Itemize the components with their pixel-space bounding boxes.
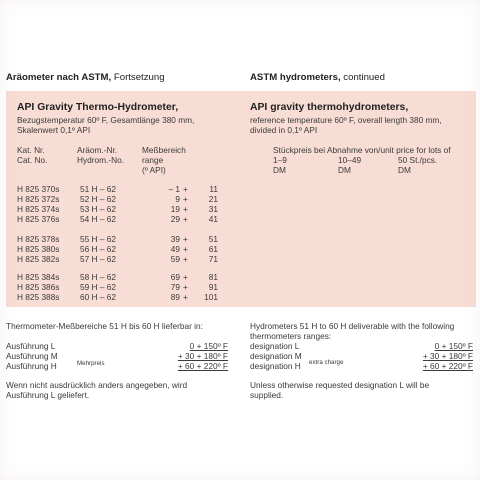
table-row-range-low: 29 [170,214,180,224]
footer-english-label-h: designation H [250,361,301,371]
col-header-cat-en: Cat. No. [17,155,48,165]
footer-english-value-h: + 60 + 220º F [422,361,473,371]
table-row-cat: H 825 374s [17,204,60,214]
table-row-range-low: 89 [170,292,180,302]
footer-german-label-m: Ausführung M [6,351,58,361]
range-plus-sign: + [183,204,188,214]
range-plus-sign: + [183,214,188,224]
table-row-range-low: 79 [170,282,180,292]
footer-english-note-h: extra charge [309,359,344,366]
footer-english-label-m: designation M [250,351,302,361]
table-row-cat: H 825 378s [17,234,60,244]
table-row-range-high: 11 [209,184,218,194]
footer-german-intro: Thermometer-Meßbereiche 51 H bis 60 H lieferbar in: [6,321,203,331]
range-plus-sign: + [183,184,188,194]
table-row-hydrometer: 57 H – 62 [80,254,116,264]
footer-german-value-m: + 30 + 180º F [177,351,228,361]
footer-german-note-h: Mehrpreis [77,360,105,367]
footer-english-intro-line1: Hydrometers 51 H to 60 H deliverable with the following [250,321,455,331]
panel-desc-german-line2: Skalenwert 0,1º API [17,125,91,135]
footer-german-label-l: Ausführung L [6,341,56,351]
table-row-cat: H 825 388s [17,292,60,302]
range-plus-sign: + [183,282,188,292]
table-row-hydrometer: 52 H – 62 [80,194,116,204]
panel-title-english: API gravity thermohydrometers, [250,102,409,113]
range-plus-sign: + [183,292,188,302]
footer-german-label-h: Ausführung H [6,361,57,371]
table-row-hydrometer: 55 H – 62 [80,234,116,244]
header-german [6,73,165,83]
table-row-range-high: 71 [208,254,218,264]
table-row-range-high: 21 [208,194,218,204]
table-row-hydrometer: 58 H – 62 [80,272,116,282]
table-row-range-low: 59 [170,254,180,264]
lot-currency-1: DM [273,165,286,175]
footer-german-note-line2: Ausführung L geliefert. [6,390,90,400]
panel-desc-german-line1: Bezugstemperatur 60º F, Gesamtlänge 380 mm, [17,115,195,125]
col-header-hydrometer-en: Hydrom.-No. [77,155,125,165]
range-plus-sign: + [183,244,188,254]
table-row-range-low: 69 [170,272,180,282]
footer-english-intro-line2: thermometers ranges: [250,331,332,341]
header-german-bold: Aräometer nach ASTM, [6,72,112,83]
table-row-cat: H 825 382s [17,254,60,264]
header-english-rest: continued [340,72,385,83]
col-header-cat-de: Kat. Nr. [17,145,45,155]
table-row-range-low: 19 [170,204,180,214]
table-row-range-low: – 1 [168,184,180,194]
lot-currency-2: DM [338,165,351,175]
table-row-hydrometer: 56 H – 62 [80,244,116,254]
table-row-hydrometer: 60 H – 62 [80,292,116,302]
col-header-range-de: Meßbereich [142,145,186,155]
col-header-hydrometer-de: Aräom.-Nr. [77,145,118,155]
range-plus-sign: + [183,272,188,282]
lot-qty-2: 10–49 [338,155,362,165]
table-row-range-low: 49 [170,244,180,254]
header-english-bold: ASTM hydrometers, [250,72,341,83]
footer-german-value-l: 0 + 150º F [189,341,228,351]
col-header-range-en: range [142,155,164,165]
range-plus-sign: + [183,254,188,264]
table-row-cat: H 825 380s [17,244,60,254]
table-row-range-low: 39 [170,234,180,244]
table-row-hydrometer: 59 H – 62 [80,282,116,292]
table-row-range-high: 91 [208,282,218,292]
range-plus-sign: + [183,234,188,244]
table-row-range-high: 81 [208,272,218,282]
table-row-range-high: 61 [208,244,218,254]
footer-english-label-l: designation L [250,341,300,351]
footer-english-value-l: 0 + 150º F [434,341,473,351]
panel-desc-english-line2: divided in 0,1º API [250,125,318,135]
panel-title-german: API Gravity Thermo-Hydrometer, [17,102,179,113]
table-row-cat: H 825 370s [17,184,60,194]
lot-currency-3: DM [398,165,411,175]
table-row-range-high: 31 [208,204,218,214]
lot-qty-3: 50 St./pcs. [398,155,438,165]
table-row-cat: H 825 376s [17,214,60,224]
footer-english-note-line1: Unless otherwise requested designation L will be [250,380,430,390]
table-row-range-high: 101 [204,292,218,302]
table-row-range-low: 9 [175,194,180,204]
header-german-rest: Fortsetzung [111,72,165,83]
footer-german-note-line1: Wenn nicht ausdrücklich anders angegeben, wird [6,380,188,390]
footer-german-value-h: + 60 + 220º F [177,361,228,371]
range-plus-sign: + [183,194,188,204]
price-header: Stückpreis bei Abnahme von/unit price for lots of [273,145,451,155]
lot-qty-1: 1–9 [273,155,287,165]
table-row-cat: H 825 384s [17,272,60,282]
col-header-range-unit: (º API) [142,165,166,175]
footer-english-note-line2: supplied. [250,390,284,400]
table-row-cat: H 825 372s [17,194,60,204]
table-row-range-high: 51 [208,234,218,244]
header-english [250,73,385,83]
table-row-cat: H 825 386s [17,282,60,292]
table-row-hydrometer: 51 H – 62 [80,184,116,194]
panel-desc-english-line1: reference temperature 60º F, overall length 380 mm, [250,115,442,125]
table-row-range-high: 41 [208,214,218,224]
table-row-hydrometer: 54 H – 62 [80,214,116,224]
table-row-hydrometer: 53 H – 62 [80,204,116,214]
footer-english-value-m: + 30 + 180º F [422,351,473,361]
